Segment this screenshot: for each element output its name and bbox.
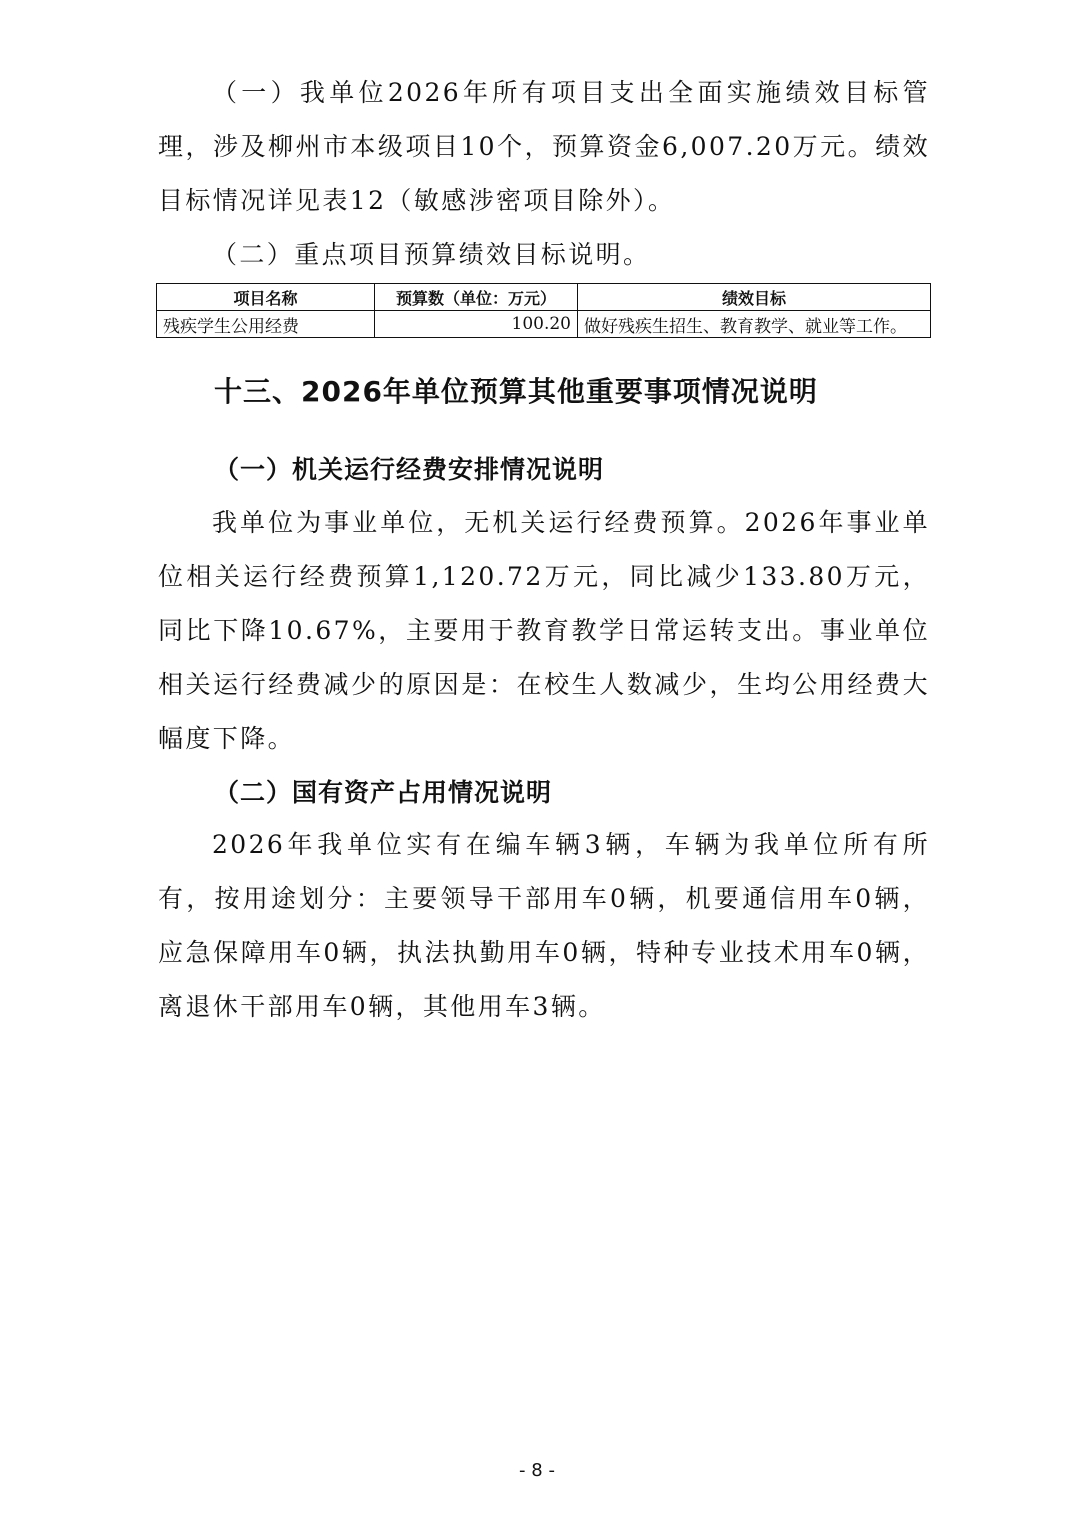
header-budget: 预算数（单位：万元） xyxy=(375,284,578,311)
section-13-heading: 十三、2026年单位预算其他重要事项情况说明 xyxy=(214,375,818,408)
performance-paragraph: （一）我单位2026年所有项目支出全面实施绩效目标管理，涉及柳州市本级项目10个，预算资金6,007.20万元。绩效目标情况详见表12（敏感涉密项目除外）。 xyxy=(158,78,930,215)
operating-expense-paragraph: 我单位为事业单位，无机关运行经费预算。2026年事业单位相关运行经费预算1,120.72万元，同比减少133.80万元，同比下降10.67%，主要用于教育教学日常运转支出。事业单位相关运行经费减少的原因是：在校生人数减少，生均公用经费大幅度下降。 xyxy=(158,508,930,753)
performance-table xyxy=(156,283,931,338)
header-goal: 绩效目标 xyxy=(578,284,931,311)
cell-budget: 100.20 xyxy=(375,311,578,338)
page-number: - 8 - xyxy=(519,1460,555,1481)
key-project-intro: （二）重点项目预算绩效目标说明。 xyxy=(212,240,651,269)
subsection-1-heading: （一）机关运行经费安排情况说明 xyxy=(214,455,605,484)
cell-project-name: 残疾学生公用经费 xyxy=(157,311,375,338)
table-row xyxy=(157,311,931,338)
subsection-2-heading: （二）国有资产占用情况说明 xyxy=(214,778,553,807)
state-assets-paragraph: 2026年我单位实有在编车辆3辆，车辆为我单位所有所有，按用途划分：主要领导干部用车0辆，机要通信用车0辆，应急保障用车0辆，执法执勤用车0辆，特种专业技术用车0辆，离退休干部用车0辆，其他用车3辆。 xyxy=(158,830,930,1021)
header-project-name: 项目名称 xyxy=(157,284,375,311)
cell-goal: 做好残疾生招生、教育教学、就业等工作。 xyxy=(578,311,931,338)
table-header-row xyxy=(157,284,931,311)
